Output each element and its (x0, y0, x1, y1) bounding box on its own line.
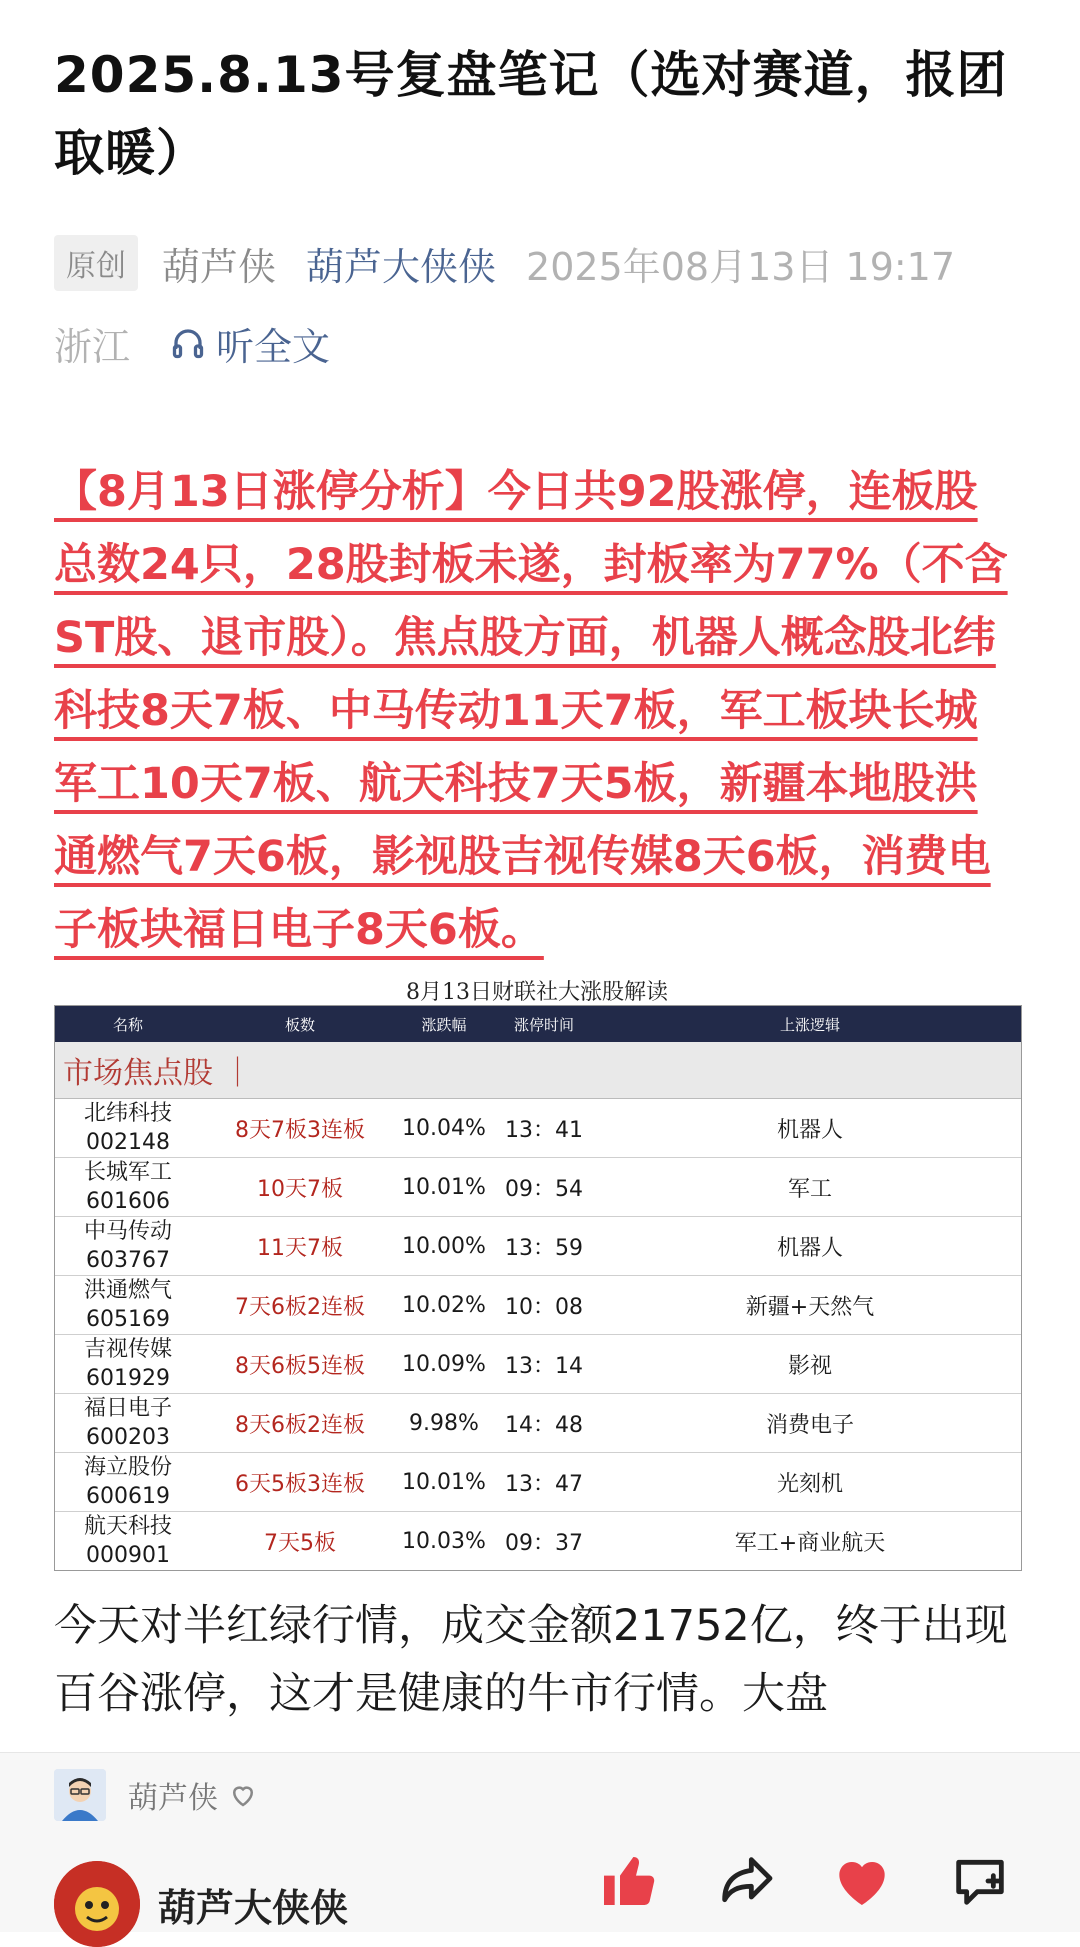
time-cell: 13：14 (505, 1353, 583, 1379)
footer-bar (0, 1752, 1080, 1932)
change-cell: 10.02% (402, 1292, 486, 1318)
highlight-text: 【8月13日涨停分析】今日共92股涨停，连板股总数24只，28股封板未遂，封板率为77%（不含ST股、退市股）。焦点股方面，机器人概念股北纬科技8天7板、中马传动11天7板，军工板块长城军工10天7板、航天科技7天5板，新疆本地股洪通燃气7天6板，影视股吉视传媒8天6板，消费电子板块福日电子8天6板。 (54, 467, 1008, 955)
stock-cell (55, 1099, 201, 1157)
stock-code: 002148 (86, 1130, 170, 1155)
highlight-paragraph (54, 456, 1020, 967)
header-logic: 上涨逻辑 (779, 1015, 840, 1034)
boards-cell: 11天7板 (257, 1235, 343, 1261)
article-meta (54, 236, 955, 290)
table-row (55, 1394, 1021, 1453)
time-cell: 13：59 (505, 1235, 583, 1261)
footer-author-name: 葫芦侠 (128, 1781, 218, 1816)
change-cell: 10.09% (402, 1351, 486, 1377)
change-cell: 10.01% (402, 1174, 486, 1200)
logic-cell: 消费电子 (765, 1412, 854, 1438)
table-row (55, 1335, 1021, 1394)
stock-code: 605169 (86, 1307, 170, 1332)
stock-name: 福日电子 (83, 1396, 172, 1421)
time-cell: 13：41 (505, 1117, 583, 1143)
stock-table (54, 1005, 1022, 1571)
stock-cell (55, 1217, 201, 1275)
share-icon[interactable] (714, 1849, 778, 1913)
change-cell: 10.00% (402, 1233, 486, 1259)
boards-cell: 8天6板5连板 (235, 1353, 365, 1379)
header-boards: 板数 (284, 1015, 315, 1034)
header-time: 涨停时间 (513, 1015, 574, 1034)
article-meta-2 (54, 318, 330, 368)
article-title: 2025.8.13号复盘笔记（选对赛道，报团取暖） (54, 46, 1008, 182)
stock-code: 601929 (86, 1366, 170, 1391)
publish-datetime: 2025年08月13日 19:17 (526, 244, 956, 289)
table-header (55, 1006, 1021, 1042)
boards-cell: 6天5板3连板 (235, 1471, 365, 1497)
boards-cell: 7天5板 (264, 1530, 336, 1556)
header-change: 涨跌幅 (421, 1015, 467, 1034)
logic-cell: 影视 (787, 1353, 832, 1379)
boards-cell: 10天7板 (257, 1176, 343, 1202)
avatar[interactable] (54, 1769, 106, 1821)
logic-cell: 新疆+天然气 (745, 1294, 875, 1320)
change-cell: 10.04% (402, 1115, 486, 1141)
table-row (55, 1276, 1021, 1335)
stock-name: 海立股份 (83, 1455, 172, 1480)
stock-name: 长城军工 (83, 1160, 172, 1185)
listen-label: 听全文 (216, 324, 331, 369)
region-label: 浙江 (54, 324, 131, 369)
change-cell: 10.03% (402, 1528, 486, 1554)
stock-cell (55, 1394, 201, 1452)
table-caption: 8月13日财联社大涨股解读 (406, 980, 668, 1005)
stock-name: 洪通燃气 (83, 1278, 172, 1303)
stock-cell (55, 1335, 201, 1393)
listen-button[interactable] (170, 316, 330, 371)
table-row (55, 1512, 1021, 1570)
footer-author[interactable] (54, 1769, 258, 1821)
table-row (55, 1158, 1021, 1217)
time-cell: 13：47 (505, 1471, 583, 1497)
time-cell: 14：48 (505, 1412, 583, 1438)
boards-cell: 7天6板2连板 (235, 1294, 365, 1320)
time-cell: 10：08 (505, 1294, 583, 1320)
heart-icon[interactable] (830, 1849, 894, 1913)
stock-name: 航天科技 (83, 1514, 172, 1539)
table-row (55, 1453, 1021, 1512)
stock-name: 中马传动 (83, 1219, 172, 1244)
change-cell: 9.98% (409, 1410, 479, 1436)
body-paragraph: 今天对半红绿行情，成交金额21752亿，终于出现百谷涨停，这才是健康的牛市行情。大盘 (54, 1601, 1008, 1719)
logic-cell: 机器人 (776, 1117, 843, 1143)
stock-code: 600619 (86, 1484, 170, 1509)
stock-code: 600203 (86, 1425, 170, 1450)
original-badge: 原创 (54, 235, 138, 291)
comment-icon[interactable] (948, 1849, 1012, 1913)
author-name[interactable]: 葫芦侠 (162, 244, 277, 289)
headphones-icon (170, 325, 206, 361)
stock-cell (55, 1276, 201, 1334)
logic-cell: 军工 (787, 1176, 832, 1202)
section-title: 市场焦点股 ｜ (55, 1042, 1021, 1099)
boards-cell: 8天6板2连板 (235, 1412, 365, 1438)
boards-cell: 8天7板3连板 (235, 1117, 365, 1143)
heart-outline-icon[interactable] (228, 1780, 258, 1810)
account-avatar[interactable] (54, 1861, 140, 1947)
stock-cell (55, 1453, 201, 1511)
table-row (55, 1099, 1021, 1158)
account-name[interactable]: 葫芦大侠侠 (158, 1886, 349, 1930)
time-cell: 09：54 (505, 1176, 583, 1202)
stock-cell (55, 1158, 201, 1216)
logic-cell: 军工+商业航天 (734, 1530, 886, 1556)
thumbs-up-icon[interactable] (596, 1849, 660, 1913)
stock-name: 吉视传媒 (83, 1337, 172, 1362)
stock-name: 北纬科技 (83, 1101, 172, 1126)
logic-cell: 机器人 (776, 1235, 843, 1261)
header-name: 名称 (112, 1015, 143, 1034)
stock-code: 603767 (86, 1248, 170, 1273)
stock-code: 000901 (86, 1543, 170, 1568)
stock-code: 601606 (86, 1189, 170, 1214)
table-row (55, 1217, 1021, 1276)
logic-cell: 光刻机 (776, 1471, 843, 1497)
change-cell: 10.01% (402, 1469, 486, 1495)
action-bar (0, 1841, 1080, 1932)
stock-cell (55, 1512, 201, 1570)
account-link[interactable]: 葫芦大侠侠 (306, 244, 497, 289)
time-cell: 09：37 (505, 1530, 583, 1556)
